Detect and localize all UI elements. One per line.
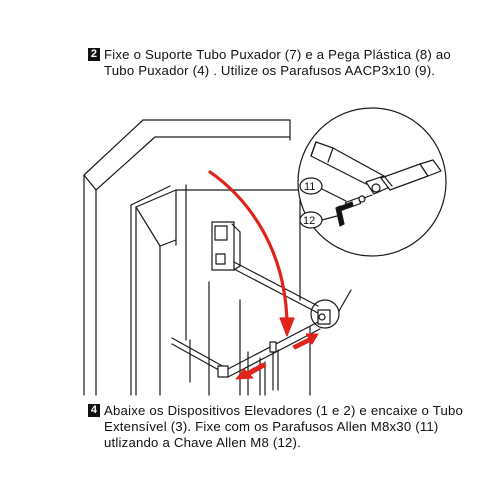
callout-11-label: 11 xyxy=(304,181,316,193)
callout-12-label: 12 xyxy=(303,215,316,227)
step-2-text: Fixe o Suporte Tubo Puxador (7) e a Pega Plástica (8) ao Tubo Puxador (4) . Utilize os Parafusos AACP3x10 (9). xyxy=(104,47,451,78)
step-4-instruction xyxy=(88,403,468,451)
step-2-number-badge: 2 xyxy=(88,48,100,61)
step-4-number-badge: 4 xyxy=(88,404,100,417)
detail-leader-line xyxy=(339,290,351,311)
lift-mechanism-drawing xyxy=(172,222,330,390)
zoom-detail-drawing xyxy=(298,108,446,256)
step-4-text: Abaixe os Dispositivos Elevadores (1 e 2) e encaixe o Tubo Extensível (3). Fixe com os Parafusos Allen M8x30 (11) utlizando a Chave Allen M8 (12). xyxy=(104,403,464,450)
